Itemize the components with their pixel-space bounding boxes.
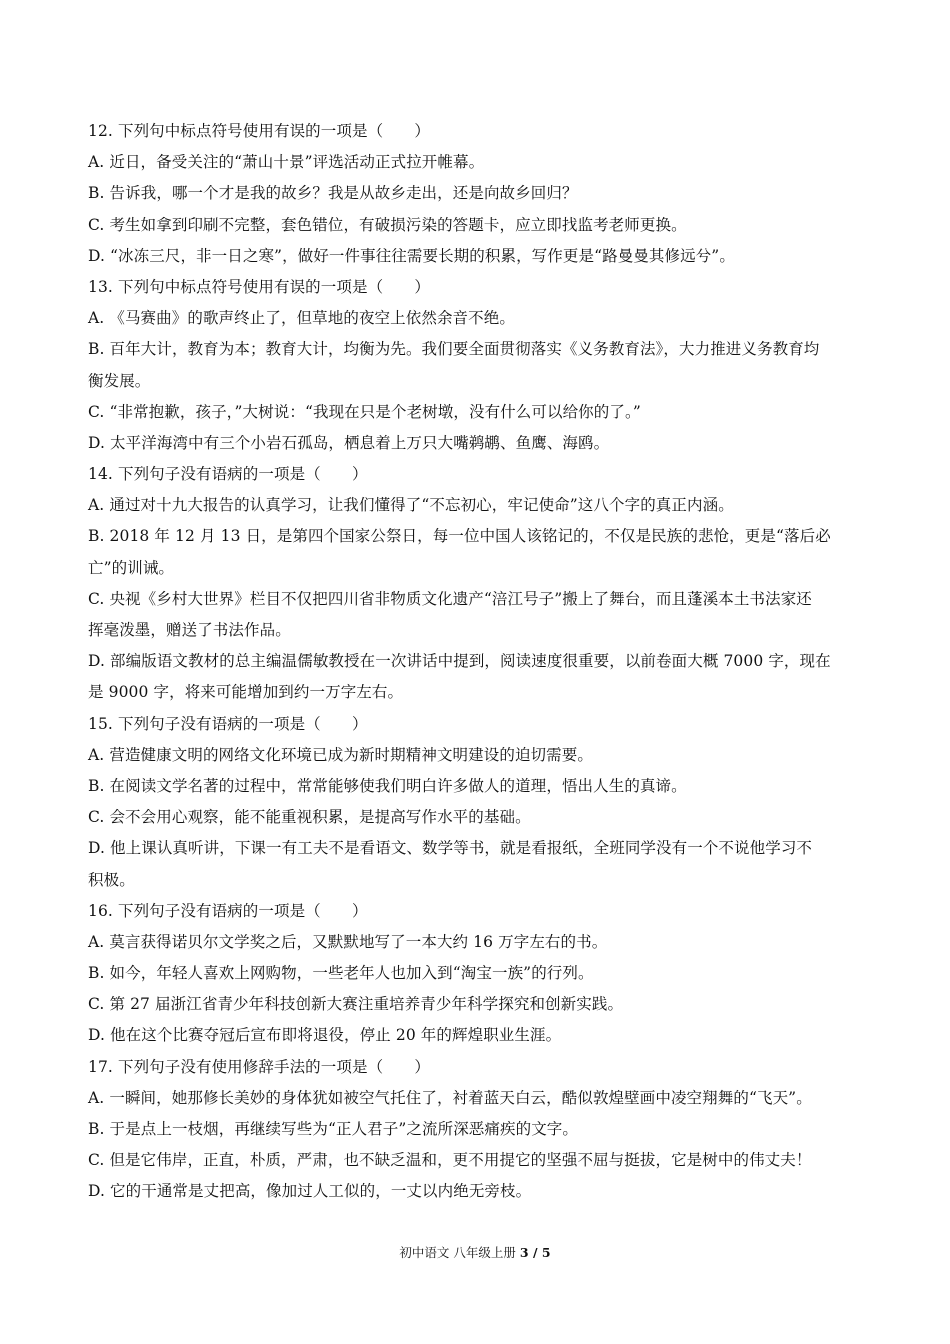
option-b: B. 如今，年轻人喜欢上网购物，一些老年人也加入到“淘宝一族”的行列。: [88, 964, 594, 983]
option-d: D. 他在这个比赛夺冠后宣布即将退役，停止 20 年的辉煌职业生涯。: [88, 1026, 562, 1045]
question-stem: 12. 下列句中标点符号使用有误的一项是（ ）: [88, 122, 430, 140]
option-c: C. 央视《乡村大世界》栏目不仅把四川省非物质文化遗产“涪江号子”搬上了舞台，而且蓬溪本土书法家还: [88, 589, 812, 608]
question-17: [88, 1052, 868, 1208]
option-c: C. 会不会用心观察，能不能重视积累，是提高写作水平的基础。: [88, 808, 531, 827]
question-13: [88, 272, 868, 459]
option-a: A. 莫言获得诺贝尔文学奖之后，又默默地写了一本大约 16 万字左右的书。: [88, 932, 608, 951]
option-d: D. 太平洋海湾中有三个小岩石孤岛，栖息着上万只大嘴鹈鹕、鱼鹰、海鸥。: [88, 433, 610, 452]
option-c-continued: 挥毫泼墨，赠送了书法作品。: [88, 621, 291, 639]
option-a: A. 《马赛曲》的歌声终止了，但草地的夜空上依然余音不绝。: [88, 309, 515, 328]
option-b: B. 在阅读文学名著的过程中，常常能够使我们明白许多做人的道理，悟出人生的真谛。: [88, 776, 687, 795]
option-c: C. 考生如拿到印刷不完整，套色错位，有破损污染的答题卡，应立即找监考老师更换。: [88, 215, 687, 234]
option-b: B. 告诉我，哪一个才是我的故乡？我是从故乡走出，还是向故乡回归？: [88, 184, 578, 203]
option-b: B. 于是点上一枝烟，再继续写些为“正人君子”之流所深恶痛疾的文字。: [88, 1120, 578, 1138]
question-stem: 14. 下列句子没有语病的一项是（ ）: [88, 465, 368, 484]
exam-page-body: [88, 116, 868, 1208]
option-a: A. 营造健康文明的网络文化环境已成为新时期精神文明建设的迫切需要。: [88, 745, 593, 764]
footer-course-label: 初中语文 八年级上册: [399, 1245, 516, 1260]
option-d: D. 部编版语文教材的总主编温儒敏教授在一次讲话中提到，阅读速度很重要，以前卷面大概 7000 字，现在: [88, 652, 831, 671]
option-c: C. “非常抱歉，孩子，”大树说：“我现在只是个老树墩，没有什么可以给你的了。”: [88, 402, 641, 421]
option-c: C. 但是它伟岸，正直，朴质，严肃，也不缺乏温和，更不用提它的坚强不屈与挺拔，它是树中的伟丈夫！: [88, 1151, 812, 1170]
question-16: [88, 896, 868, 1052]
option-a: A. 近日，备受关注的“萧山十景”评选活动正式拉开帷幕。: [88, 153, 485, 172]
page-number: 3 / 5: [519, 1245, 551, 1260]
option-b-continued: 亡”的训诫。: [88, 558, 175, 577]
option-d-continued: 是 9000 字，将来可能增加到约一万字左右。: [88, 683, 404, 702]
question-14: [88, 459, 868, 709]
option-c: C. 第 27 届浙江省青少年科技创新大赛注重培养青少年科学探究和创新实践。: [88, 995, 624, 1014]
question-stem: 15. 下列句子没有语病的一项是（ ）: [88, 714, 368, 733]
question-stem: 13. 下列句中标点符号使用有误的一项是（ ）: [88, 277, 430, 296]
option-d-continued: 积极。: [88, 870, 135, 889]
option-a: A. 通过对十九大报告的认真学习，让我们懂得了“不忘初心，牢记使命”这八个字的真正内涵。: [88, 496, 734, 515]
option-a: A. 一瞬间，她那修长美妙的身体犹如被空气托住了，衬着蓝天白云，酷似敦煌壁画中凌空翔舞的“飞天”。: [88, 1088, 812, 1107]
page-footer: [0, 1244, 950, 1262]
question-12: [88, 116, 868, 272]
option-d: D. 它的干通常是丈把高，像加过人工似的，一丈以内绝无旁枝。: [88, 1182, 532, 1201]
option-b-continued: 衡发展。: [88, 371, 151, 390]
option-b: B. 百年大计，教育为本；教育大计，均衡为先。我们要全面贯彻落实《义务教育法》，大力推进义务教育均: [88, 340, 820, 359]
question-15: [88, 709, 868, 896]
option-b: B. 2018 年 12 月 13 日，是第四个国家公祭日，每一位中国人该铭记的，不仅是民族的悲怆，更是“落后必: [88, 527, 831, 546]
option-d: D. 他上课认真听讲，下课一有工夫不是看语文、数学等书，就是看报纸，全班同学没有一个不说他学习不: [88, 839, 813, 858]
question-stem: 17. 下列句子没有使用修辞手法的一项是（ ）: [88, 1057, 430, 1076]
option-d: D. “冰冻三尺，非一日之寒”，做好一件事往往需要长期的积累，写作更是“路曼曼其修远兮”。: [88, 246, 735, 265]
question-stem: 16. 下列句子没有语病的一项是（ ）: [88, 901, 368, 920]
